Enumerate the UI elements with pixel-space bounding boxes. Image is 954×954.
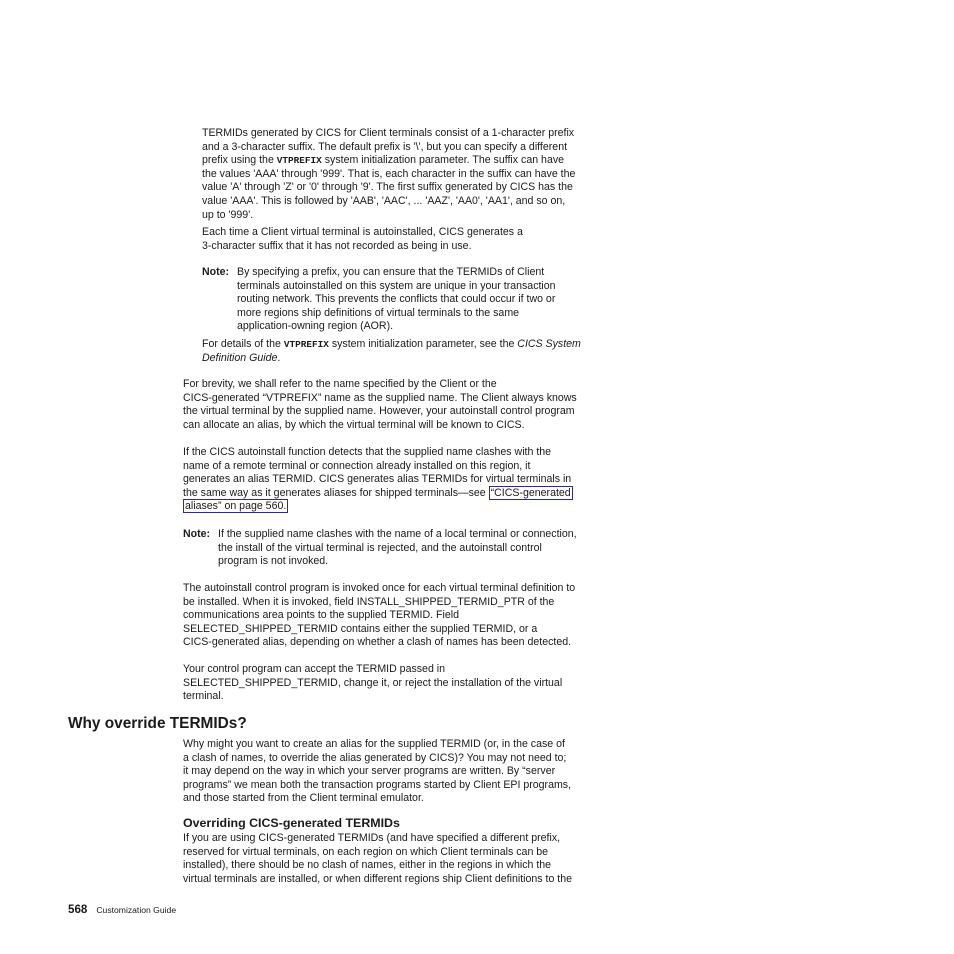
text-line: reserved for virtual terminals, on each region on which Client terminals can be <box>183 845 549 858</box>
subsection-heading: Overriding CICS-generated TERMIDs <box>183 816 400 830</box>
text-line: terminal. <box>183 690 224 703</box>
text-line <box>202 154 575 168</box>
note-body <box>237 266 556 334</box>
paragraph-brevity <box>183 378 577 432</box>
text-line: virtual terminals are installed, or when different regions ship Client definitions to the <box>183 872 573 885</box>
text-line: SELECTED_SHIPPED_TERMID contains either the supplied TERMID, or a <box>183 622 538 635</box>
text-line: For brevity, we shall refer to the name specified by the Client or the <box>183 378 497 390</box>
note-label: Note: <box>202 266 230 278</box>
text-segment: For details of the <box>202 338 284 350</box>
code-vtprefix: VTPREFIX <box>276 155 322 167</box>
cross-reference-link[interactable]: aliases” on page 560. <box>185 500 287 513</box>
text-line: it may depend on the way in which your server programs are written. By “server <box>183 765 556 778</box>
text-line: Why might you want to create an alias for the supplied TERMID (or, in the case of <box>183 738 565 750</box>
book-title-ref: Definition Guide <box>202 351 278 364</box>
text-line: CICS-generated “VTPREFIX” name as the supplied name. The Client always knows <box>183 391 577 404</box>
code-vtprefix: VTPREFIX <box>283 339 329 350</box>
text-line: If the supplied name clashes with the name of a local terminal or connection, <box>218 528 577 540</box>
text-line: By specifying a prefix, you can ensure that the TERMIDs of Client <box>237 266 545 278</box>
text-line: value 'A' through 'Z' or '0' through '9'. The first suffix generated by CICS has the <box>202 181 573 194</box>
text-line: terminals autoinstalled on this system are unique in your transaction <box>237 279 556 292</box>
text-line: communications area points to the supplied TERMID. Field <box>183 609 459 622</box>
note-prefix <box>202 266 622 336</box>
text-segment: system initialization parameter, see the <box>328 338 518 350</box>
text-line: If the CICS autoinstall function detects that the supplied name clashes with the <box>183 446 552 458</box>
text-line <box>202 338 581 352</box>
section-heading: Why override TERMIDs? <box>68 715 247 732</box>
note-label: Note: <box>183 528 211 540</box>
paragraph-clash <box>183 446 573 514</box>
text-line: Each time a Client virtual terminal is autoinstalled, CICS generates a <box>202 226 523 238</box>
book-title: Customization Guide <box>96 905 177 915</box>
text-line: the values 'AAA' through '999'. That is, each character in the suffix can have the <box>202 167 576 180</box>
text-segment: prefix using the <box>202 154 277 167</box>
paragraph-accept <box>183 663 562 704</box>
text-line: 3-character suffix that it has not recorded as being in use. <box>202 239 472 252</box>
text-line <box>183 487 573 501</box>
paragraph-details <box>202 338 581 365</box>
paragraph-why <box>183 738 571 806</box>
book-title-ref: CICS System <box>517 338 581 350</box>
text-line: application-owning region (AOR). <box>237 320 394 333</box>
note-local-clash <box>183 528 623 570</box>
text-line <box>202 352 581 366</box>
page-footer <box>68 900 176 918</box>
text-line: programs” we mean both the transaction programs started by Client EPI programs, <box>183 778 572 791</box>
text-segment: . <box>277 351 281 364</box>
text-line: Your control program can accept the TERMID passed in <box>183 663 446 675</box>
text-line: The autoinstall control program is invoked once for each virtual terminal definition to <box>183 582 576 594</box>
text-segment: the same way as it generates aliases for shipped terminals—see <box>183 486 489 499</box>
text-line: be installed. When it is invoked, field INSTALL_SHIPPED_TERMID_PTR of the <box>183 595 555 608</box>
note-body <box>218 528 577 569</box>
text-line: TERMIDs generated by CICS for Client terminals consist of a 1-character prefix <box>202 127 575 139</box>
text-line: routing network. This prevents the conflicts that could occur if two or <box>237 293 556 306</box>
paragraph-overriding <box>183 832 572 886</box>
text-line: the virtual terminal by the supplied name. However, your autoinstall control program <box>183 405 575 418</box>
paragraph-each-time <box>202 226 523 253</box>
text-line: and those started from the Client terminal emulator. <box>183 792 424 805</box>
text-line: program is not invoked. <box>218 555 329 568</box>
text-line: If you are using CICS-generated TERMIDs (and have specified a different prefix, <box>183 832 561 844</box>
text-line: the install of the virtual terminal is rejected, and the autoinstall control <box>218 541 542 554</box>
text-line: more regions ship definitions of virtual terminals to the same <box>237 306 520 319</box>
text-line: SELECTED_SHIPPED_TERMID, change it, or reject the installation of the virtual <box>183 676 563 689</box>
text-line: value 'AAA'. This is followed by 'AAB', 'AAC', ... 'AAZ', 'AA0', 'AA1', and so on, <box>202 194 566 207</box>
text-line: a clash of names, to override the alias generated by CICS)? You may not need to; <box>183 751 567 764</box>
text-segment: system initialization parameter. The suffix can have <box>321 154 565 167</box>
text-line: generates an alias TERMID. CICS generates alias TERMIDs for virtual terminals in <box>183 473 572 486</box>
text-line <box>183 500 573 514</box>
text-line: can allocate an alias, by which the virtual terminal will be known to CICS. <box>183 418 525 431</box>
page-number: 568 <box>68 903 88 916</box>
text-line: CICS-generated alias, depending on whether a clash of names has been detected. <box>183 636 572 649</box>
text-line: up to '999'. <box>202 208 254 221</box>
paragraph-invoked <box>183 582 575 650</box>
paragraph-termid-format <box>202 127 575 222</box>
text-line: installed), there should be no clash of names, either in the regions in which the <box>183 859 552 872</box>
text-line: and a 3-character suffix. The default prefix is '\', but you can specify a different <box>202 140 568 153</box>
text-line: name of a remote terminal or connection already installed on this region, it <box>183 459 531 472</box>
cross-reference-link[interactable]: “CICS-generated <box>490 486 571 499</box>
